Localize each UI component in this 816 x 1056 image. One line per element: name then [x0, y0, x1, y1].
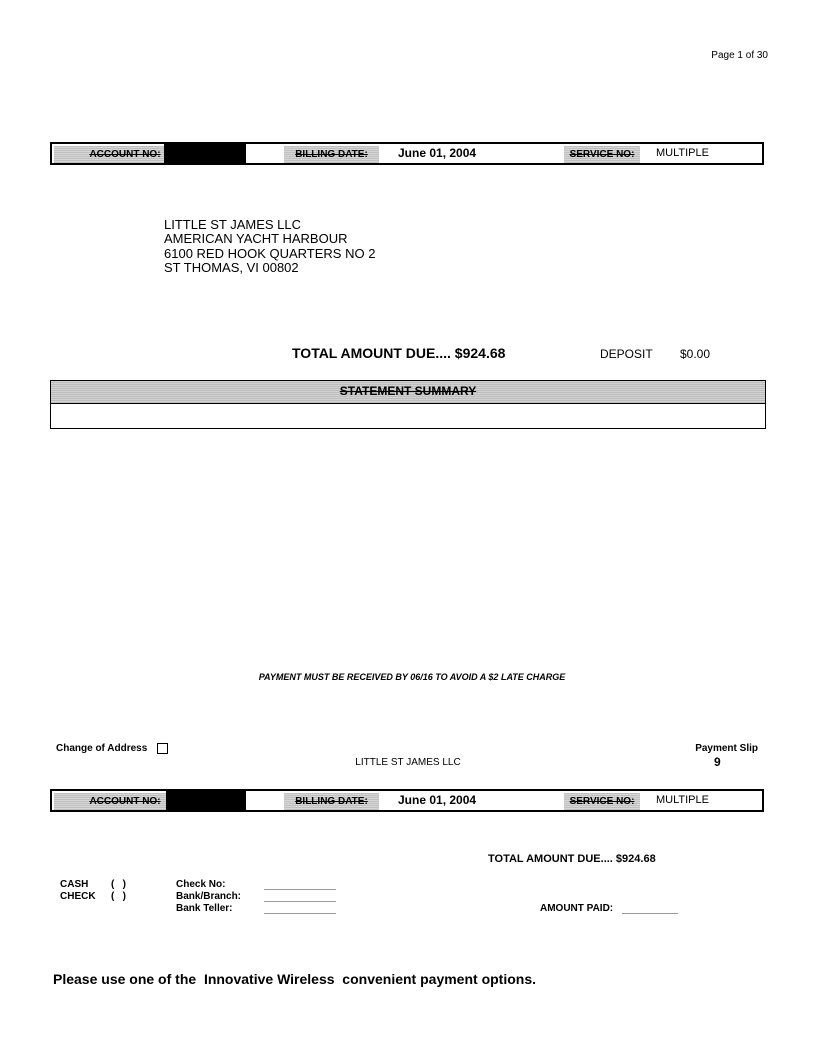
- account-number-redacted: [164, 142, 246, 165]
- amount-paid-label: AMOUNT PAID:: [540, 903, 614, 914]
- amount-paid-field[interactable]: [622, 913, 678, 914]
- total-amount-due: TOTAL AMOUNT DUE.... $924.68: [292, 345, 506, 361]
- check-no-label: Check No:: [176, 879, 226, 890]
- statement-summary: [50, 380, 766, 429]
- bank-teller-label: Bank Teller:: [176, 903, 233, 914]
- service-no-label: SERVICE NO:: [564, 146, 640, 163]
- slip-total-amount-due: TOTAL AMOUNT DUE.... $924.68: [488, 853, 656, 865]
- slip-billing-date-label: BILLING DATE:: [284, 793, 379, 810]
- slip-account-no-label: ACCOUNT NO:: [54, 793, 196, 810]
- slip-service-no-value: MULTIPLE: [656, 794, 709, 806]
- address-line: AMERICAN YACHT HARBOUR: [164, 231, 348, 247]
- address-line: LITTLE ST JAMES LLC: [164, 217, 302, 232]
- check-label: CHECK: [60, 891, 96, 902]
- payment-slip-number: 9: [714, 755, 721, 769]
- cash-option[interactable]: ( ): [111, 879, 126, 890]
- service-no-value: MULTIPLE: [656, 147, 709, 159]
- address-line: ST THOMAS, VI 00802: [164, 260, 299, 276]
- bank-branch-label: Bank/Branch:: [176, 891, 242, 902]
- billing-date-value: June 01, 2004: [398, 146, 477, 160]
- check-no-field[interactable]: [264, 889, 336, 890]
- bank-teller-field[interactable]: [264, 913, 336, 914]
- cash-label: CASH: [60, 879, 89, 890]
- payment-options-footer: Please use one of the Innovative Wireless convenient payment options.: [53, 971, 536, 987]
- page-number: Page 1 of 30: [711, 50, 768, 61]
- deposit-value: $0.00: [680, 347, 711, 361]
- account-no-label: ACCOUNT NO:: [54, 146, 196, 163]
- bank-branch-field[interactable]: [264, 901, 336, 902]
- billing-date-label: BILLING DATE:: [284, 146, 379, 163]
- slip-service-no-label: SERVICE NO:: [564, 793, 640, 810]
- check-option[interactable]: ( ): [111, 891, 126, 902]
- address-line: 6100 RED HOOK QUARTERS NO 2: [164, 245, 376, 261]
- account-info-bar: [50, 142, 764, 165]
- change-of-address-label: Change of Address: [56, 743, 148, 754]
- payment-slip-title: Payment Slip: [695, 743, 758, 754]
- slip-account-info-bar: [50, 789, 764, 812]
- late-charge-notice: PAYMENT MUST BE RECEIVED BY 06/16 TO AVOID A $2 LATE CHARGE: [258, 672, 566, 682]
- slip-customer-name: LITTLE ST JAMES LLC: [355, 757, 461, 768]
- statement-summary-title: STATEMENT SUMMARY: [51, 381, 765, 404]
- slip-account-number-redacted: [166, 789, 246, 812]
- mailing-address: [164, 218, 375, 276]
- change-of-address-checkbox[interactable]: [157, 743, 168, 754]
- deposit-label: DEPOSIT: [600, 347, 653, 361]
- slip-billing-date-value: June 01, 2004: [398, 793, 477, 807]
